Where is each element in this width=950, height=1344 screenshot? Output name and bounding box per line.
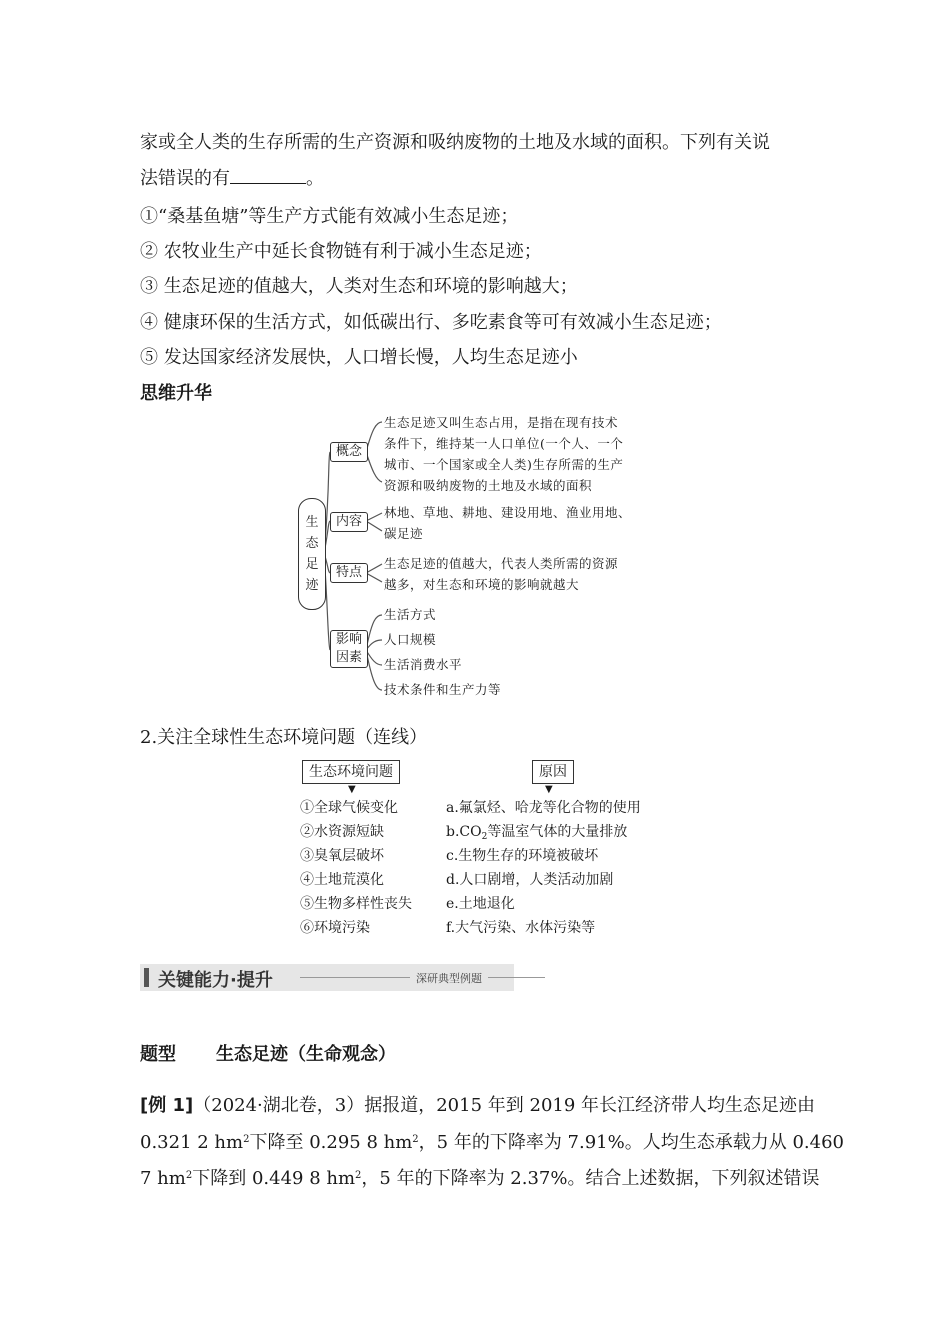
branch-feature: 特点 [330, 563, 368, 583]
problem-item[interactable]: ⑥环境污染 [300, 920, 370, 936]
influence-item: 生活方式 [384, 607, 437, 622]
banner-tail-rule [490, 977, 508, 978]
root-char: 生 [305, 515, 319, 530]
problem-item[interactable]: ④土地荒漠化 [300, 872, 384, 888]
example-l2-b: 下降至 0.295 8 hm [249, 1132, 413, 1153]
example-source: （2024·湖北卷，3） [193, 1095, 365, 1116]
influence-label-line: 影响 [335, 632, 362, 647]
influence-item: 生活消费水平 [384, 657, 463, 672]
banner-bar [144, 968, 149, 987]
down-arrow-icon: ▼ [545, 784, 553, 795]
concept-text [384, 412, 623, 496]
example-line-2 [140, 1128, 844, 1154]
superscript: 2 [185, 1170, 193, 1181]
intro-line-2 [140, 164, 324, 190]
banner-subtitle: 深研典型例题 [410, 970, 488, 986]
question-type-topic: 生态足迹（生命观念） [216, 1044, 396, 1065]
intro-line-1: 家或全人类的生存所需的生产资源和吸纳废物的土地及水域的面积。下列有关说 [140, 132, 770, 153]
concept-line: 条件下，维持某一人口单位(一个人、一个 [384, 436, 624, 451]
ecological-footprint-mindmap [290, 410, 670, 705]
option-2: ② 农牧业生产中延长食物链有利于减小生态足迹； [140, 241, 542, 262]
root-char: 足 [305, 557, 319, 572]
answer-blank[interactable] [230, 167, 306, 184]
problem-item[interactable]: ①全球气候变化 [300, 800, 398, 816]
content-text [384, 502, 631, 544]
root-char: 迹 [305, 578, 319, 593]
down-arrow-icon: ▼ [348, 784, 356, 795]
feature-text [384, 553, 618, 595]
example-line-1-text: 据报道，2015 年到 2019 年长江经济带人均生态足迹由 [364, 1095, 816, 1116]
superscript: 2 [243, 1134, 250, 1145]
problems-header: 生态环境问题 [302, 760, 400, 784]
root-char: 态 [305, 536, 319, 551]
influence-item: 人口规模 [384, 632, 437, 647]
feature-line: 生态足迹的值越大，代表人类所需的资源 [384, 556, 619, 571]
option-3: ③ 生态足迹的值越大，人类对生态和环境的影响越大； [140, 276, 578, 297]
problem-item[interactable]: ③臭氧层破坏 [300, 848, 384, 864]
cause-b-rest: 等温室气体的大量排放 [487, 824, 628, 840]
problem-item[interactable]: ②水资源短缺 [300, 824, 384, 840]
influence-label-line: 因素 [335, 650, 362, 665]
example-l2-a: 0.321 2 hm [140, 1132, 244, 1153]
branch-concept: 概念 [330, 442, 368, 462]
intro-line-2-prefix: 法错误的有 [140, 168, 230, 189]
concept-line: 生态足迹又叫生态占用，是指在现有技术 [384, 415, 619, 430]
mindmap-root [298, 498, 326, 610]
section-banner [140, 964, 514, 991]
cause-item[interactable]: e.土地退化 [446, 896, 515, 912]
summary-heading: 思维升华 [140, 383, 212, 404]
concept-line: 资源和吸纳废物的土地及水域的面积 [384, 478, 593, 493]
superscript: 2 [412, 1134, 419, 1145]
option-1: ①“桑基鱼塘”等生产方式能有效减小生态足迹； [140, 206, 519, 227]
example-l3-c: ，5 年的下降率为 2.37%。结合上述数据，下列叙述错误 [361, 1168, 820, 1189]
option-5: ⑤ 发达国家经济发展快，人口增长慢，人均生态足迹小 [140, 347, 578, 368]
problem-item[interactable]: ⑤生物多样性丧失 [300, 896, 412, 912]
example-l2-c: ，5 年的下降率为 7.91%。人均生态承载力从 0.460 [418, 1132, 844, 1153]
branch-influence [330, 630, 368, 668]
concept-line: 城市、一个国家或全人类)生存所需的生产 [384, 457, 624, 472]
cause-item[interactable]: c.生物生存的环境被破坏 [446, 848, 599, 864]
cause-item[interactable]: d.人口剧增，人类活动加剧 [446, 872, 614, 888]
superscript: 2 [355, 1170, 362, 1181]
cause-b-prefix: b.CO [446, 824, 482, 840]
option-4: ④ 健康环保的生活方式，如低碳出行、多吃素食等可有效减小生态足迹； [140, 312, 722, 333]
cause-b-subscript: 2 [481, 832, 488, 842]
content-line: 林地、草地、耕地、建设用地、渔业用地、 [384, 505, 632, 520]
banner-title: 关键能力·提升 [158, 970, 273, 991]
causes-header: 原因 [532, 760, 574, 784]
intro-line-2-suffix: 。 [306, 168, 324, 189]
example-line-1 [140, 1091, 815, 1117]
example-l3-a: 7 hm [140, 1168, 186, 1189]
example-line-3 [140, 1164, 819, 1190]
example-l3-b: 下降到 0.449 8 hm [192, 1168, 356, 1189]
content-line: 碳足迹 [384, 526, 424, 541]
cause-item[interactable]: a.氟氯烃、哈龙等化合物的使用 [446, 800, 641, 816]
cause-item[interactable]: f.大气污染、水体污染等 [446, 920, 596, 936]
section-2-title: 2.关注全球性生态环境问题（连线） [140, 727, 428, 748]
cause-item[interactable] [446, 821, 627, 841]
branch-content: 内容 [330, 512, 368, 532]
influence-item: 技术条件和生产力等 [384, 682, 502, 697]
example-tag: [例 1] [140, 1095, 194, 1116]
feature-line: 越多，对生态和环境的影响就越大 [384, 577, 580, 592]
problem-cause-linking [300, 760, 660, 940]
question-type-label: 题型 [140, 1044, 176, 1065]
